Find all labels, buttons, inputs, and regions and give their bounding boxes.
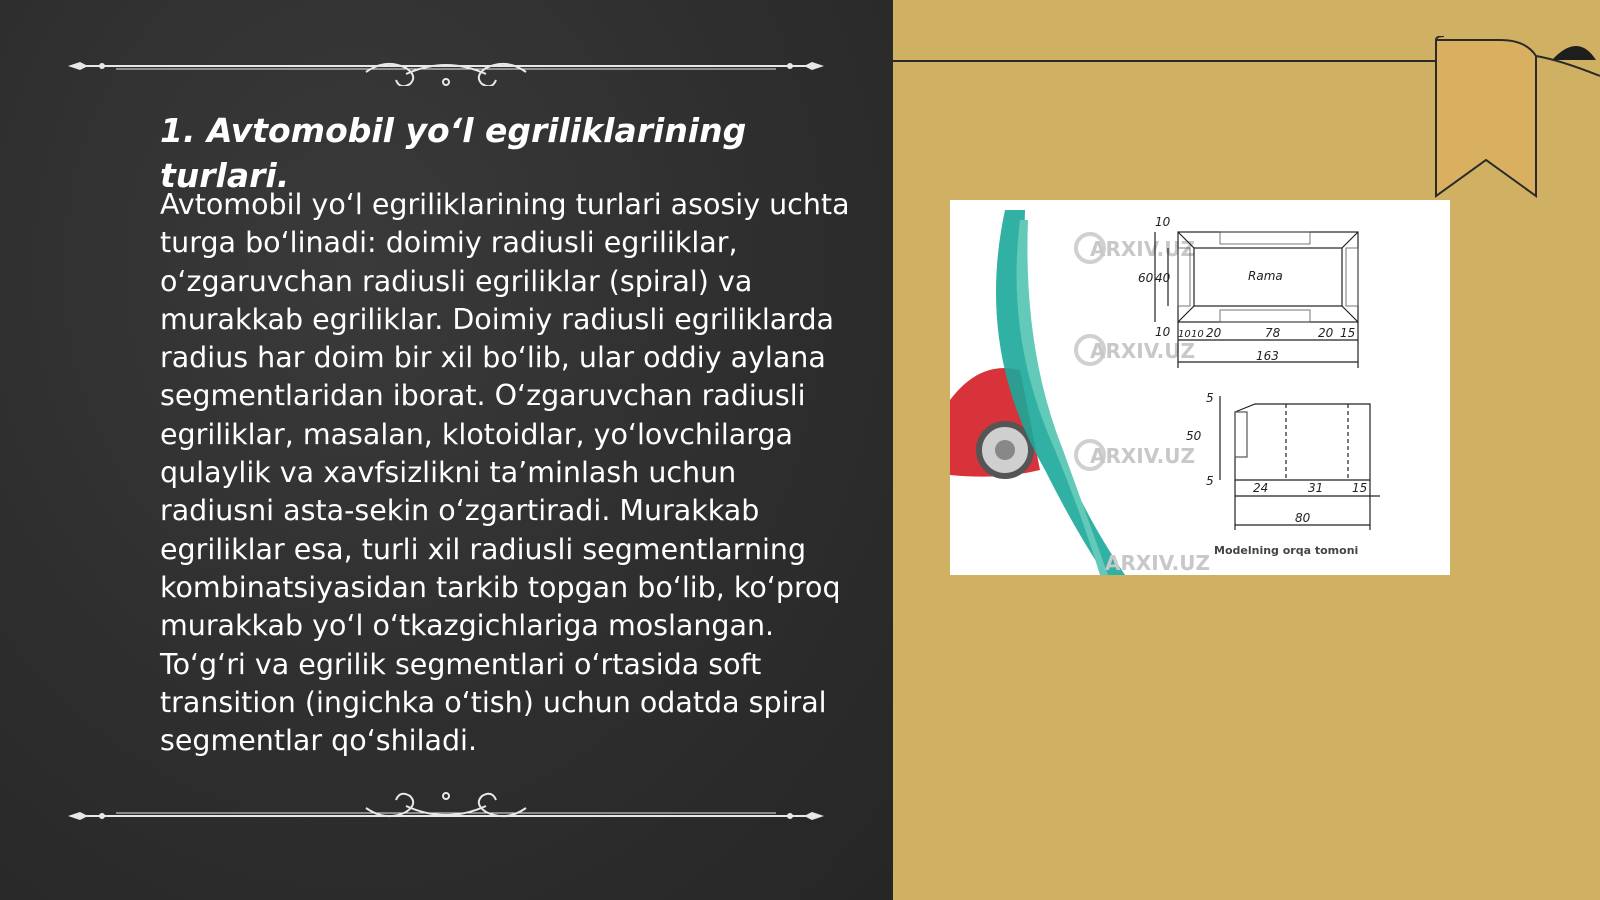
dim-side-50: 50 xyxy=(1186,429,1202,443)
dim-60: 60 xyxy=(1138,271,1154,285)
dim-side-15: 15 xyxy=(1352,481,1368,495)
technical-drawing-figure xyxy=(950,200,1450,575)
watermark-1: ARXIV.UZ xyxy=(1090,237,1195,261)
dim-top-10: 10 xyxy=(1155,215,1171,229)
watermark-3: ARXIV.UZ xyxy=(1090,444,1195,468)
dim-side-80: 80 xyxy=(1295,511,1311,525)
dim-b-5: 20 xyxy=(1318,326,1334,340)
dim-163: 163 xyxy=(1256,349,1279,363)
bottom-ornament xyxy=(66,790,826,830)
dim-side-5-top: 5 xyxy=(1206,391,1214,405)
dim-bottom-10: 10 xyxy=(1155,325,1171,339)
dim-side-31: 31 xyxy=(1308,481,1324,495)
slide-title: 1. Avtomobil yo‘l egriliklarining turlari. xyxy=(160,111,747,195)
dim-40: 40 xyxy=(1155,271,1171,285)
watermark-4: ARXIV.UZ xyxy=(1105,551,1210,575)
dim-b-2: 10 xyxy=(1191,329,1204,340)
dim-side-5-low: 5 xyxy=(1206,474,1214,488)
dim-b-4: 78 xyxy=(1265,326,1281,340)
top-ornament xyxy=(66,46,826,86)
side-view-drawing xyxy=(1220,396,1380,530)
bookmark-ribbon xyxy=(1430,36,1600,206)
dim-side-24: 24 xyxy=(1253,481,1269,495)
top-divider-line xyxy=(893,60,1453,62)
slide-body-text: Avtomobil yo‘l egriliklarining turlari asosiy uchta turga bo‘linadi: doimiy radiusli egriliklar, o‘zgaruvchan radiusli egriliklar (spiral) va murakkab egriliklar. Doimiy radiusli egriliklarda radius har doim bir xil bo‘lib, ular oddiy aylana segmentlaridan iborat. O‘zgaruvchan radiusli egriliklar, masalan, klotoidlar, yo‘lovchilarga qulaylik va xavfsizlikni ta’minlash uchun radiusni asta-sekin o‘zgartiradi. Murakkab egriliklar esa, turli xil radiusli segmentlarning kombinatsiyasidan tarkib topgan bo‘lib, ko‘proq murakkab yo‘l o‘tkazgichlariga moslangan. To‘g‘ri va egrilik segmentlari o‘rtasida soft transition (ingichka o‘tish) uchun odatda spiral segmentlar qo‘shiladi. xyxy=(160,188,850,758)
dim-b-1: 10 xyxy=(1178,329,1191,340)
label-rama: Rama xyxy=(1248,269,1283,283)
dim-b-3: 20 xyxy=(1206,326,1222,340)
drawing-svg xyxy=(950,200,1450,575)
figure-caption: Modelning orqa tomoni xyxy=(1214,544,1359,557)
watermark-2: ARXIV.UZ xyxy=(1090,339,1195,363)
teal-swoosh xyxy=(996,210,1125,575)
dim-b-6: 15 xyxy=(1340,326,1356,340)
